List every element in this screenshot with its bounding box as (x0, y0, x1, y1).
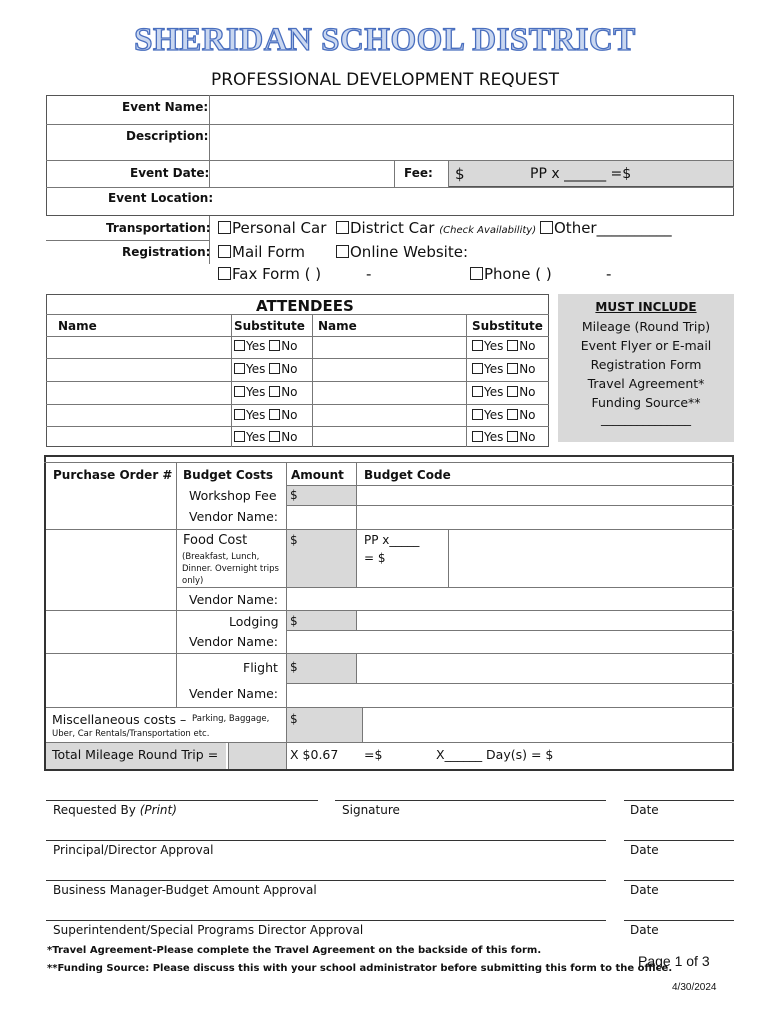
must-include-box (558, 294, 734, 442)
form-title: PROFESSIONAL DEVELOPMENT REQUEST (210, 70, 560, 90)
budget-code-header: Budget Code (364, 468, 451, 482)
substitute-yes-no[interactable]: Yes No (472, 430, 536, 444)
misc-costs-note: Parking, Baggage, Uber, Car Rentals/Transportation etc. (52, 714, 270, 739)
checkbox[interactable] (540, 221, 553, 234)
principal-approval-label: Principal/Director Approval (53, 843, 214, 857)
must-include-item: Registration Form (590, 357, 702, 372)
substitute-yes-no[interactable]: Yes No (472, 385, 536, 399)
fee-pp[interactable]: PP x ______ =$ (530, 166, 632, 182)
food-eq-dollar: = $ (364, 551, 386, 565)
description-label: Description: (126, 129, 209, 143)
footer-date: 4/30/2024 (672, 982, 717, 993)
mileage-days[interactable]: X______ Day(s) = $ (436, 747, 554, 762)
checkbox[interactable] (336, 221, 349, 234)
must-include-item: Funding Source** (591, 395, 701, 410)
must-include-item: Event Flyer or E-mail (580, 338, 712, 353)
vendor-name-label: Vendor Name: (189, 592, 278, 607)
workshop-fee-dollar: $ (290, 488, 298, 502)
substitute-yes-no[interactable]: Yes No (234, 430, 298, 444)
budget-costs-header: Budget Costs (183, 468, 273, 482)
transport-other[interactable]: Other__________ (540, 219, 672, 237)
footer-note-travel: *Travel Agreement-Please complete the Travel Agreement on the backside of this form. (47, 945, 542, 956)
purchase-order-header: Purchase Order # (53, 468, 173, 482)
event-date-label: Event Date: (130, 166, 210, 180)
signature-label: Signature (342, 803, 400, 817)
substitute-yes-no[interactable]: Yes No (472, 408, 536, 422)
checkbox[interactable] (470, 267, 483, 280)
substitute-yes-no[interactable]: Yes No (472, 362, 536, 376)
food-cost-label: Food Cost (183, 533, 248, 548)
requested-by-label: Requested By (Print) (53, 803, 177, 817)
substitute-yes-no[interactable]: Yes No (234, 408, 298, 422)
vendor-name-label: Vendor Name: (189, 634, 278, 649)
name-column-header: Name (318, 319, 357, 333)
flight-dollar: $ (290, 660, 298, 674)
description-field[interactable] (212, 126, 732, 158)
mileage-rate: X $0.67 (290, 747, 339, 762)
vender-name-label: Vender Name: (189, 686, 279, 701)
misc-costs-label: Miscellaneous costs – (52, 712, 187, 727)
superintendent-approval-label: Superintendent/Special Programs Director Approval (53, 923, 364, 937)
substitute-column-header: Substitute (472, 319, 543, 333)
date-label: Date (630, 843, 659, 857)
page-number: Page 1 of 3 (638, 953, 710, 969)
mileage-label: Total Mileage Round Trip = (52, 747, 219, 762)
reg-mail[interactable]: Mail Form (218, 243, 305, 261)
registration-label: Registration: (122, 245, 211, 259)
name-column-header: Name (58, 319, 97, 333)
reg-online[interactable]: Online Website: (336, 243, 468, 261)
flight-label: Flight (243, 660, 278, 675)
misc-dollar: $ (290, 712, 298, 726)
attendees-heading: ATTENDEES (256, 297, 354, 315)
food-cost-note: (Breakfast, Lunch, Dinner. Overnight trips only) (182, 552, 279, 586)
food-pp-x[interactable]: PP x_____ (364, 533, 420, 547)
substitute-yes-no[interactable]: Yes No (472, 339, 536, 353)
substitute-yes-no[interactable]: Yes No (234, 385, 298, 399)
district-title: SHERIDAN SCHOOL DISTRICT (134, 22, 636, 58)
lodging-dollar: $ (290, 614, 298, 628)
fee-dollar: $ (455, 165, 465, 183)
must-include-heading: MUST INCLUDE (595, 300, 697, 314)
event-name-label: Event Name: (122, 100, 209, 114)
must-include-item: Mileage (Round Trip) (581, 319, 711, 334)
date-label: Date (630, 883, 659, 897)
checkbox[interactable] (218, 267, 231, 280)
reg-fax[interactable]: Fax Form ( ) (218, 265, 321, 283)
reg-phone[interactable]: Phone ( ) (470, 265, 552, 283)
checkbox[interactable] (336, 245, 349, 258)
transportation-label: Transportation: (106, 221, 211, 235)
substitute-yes-no[interactable]: Yes No (234, 339, 298, 353)
date-label: Date (630, 803, 659, 817)
checkbox[interactable] (218, 245, 231, 258)
lodging-label: Lodging (229, 614, 279, 629)
substitute-column-header: Substitute (234, 319, 305, 333)
transport-personal[interactable]: Personal Car (218, 219, 326, 237)
substitute-yes-no[interactable]: Yes No (234, 362, 298, 376)
footer-note-funding: **Funding Source: Please discuss this with your school administrator before submitting this form to the office. (47, 963, 673, 974)
event-location-field[interactable] (212, 189, 732, 214)
mileage-eq: =$ (364, 747, 383, 762)
workshop-fee-label: Workshop Fee (189, 488, 277, 503)
event-location-label: Event Location: (108, 191, 214, 205)
checkbox[interactable] (218, 221, 231, 234)
transport-district[interactable]: District Car (Check Availability) (336, 219, 536, 237)
fee-label: Fee: (404, 166, 433, 180)
reg-phone-dash: - (606, 265, 612, 283)
business-manager-approval-label: Business Manager-Budget Amount Approval (53, 883, 317, 897)
date-label: Date (630, 923, 659, 937)
reg-fax-dash: - (366, 265, 372, 283)
event-date-field[interactable] (212, 162, 392, 186)
amount-header: Amount (291, 468, 344, 482)
food-cost-dollar: $ (290, 533, 298, 547)
event-name-field[interactable] (212, 97, 732, 122)
vendor-name-label: Vendor Name: (189, 509, 278, 524)
must-include-item: Travel Agreement* (587, 376, 705, 391)
must-include-line: _______________ (601, 412, 691, 426)
